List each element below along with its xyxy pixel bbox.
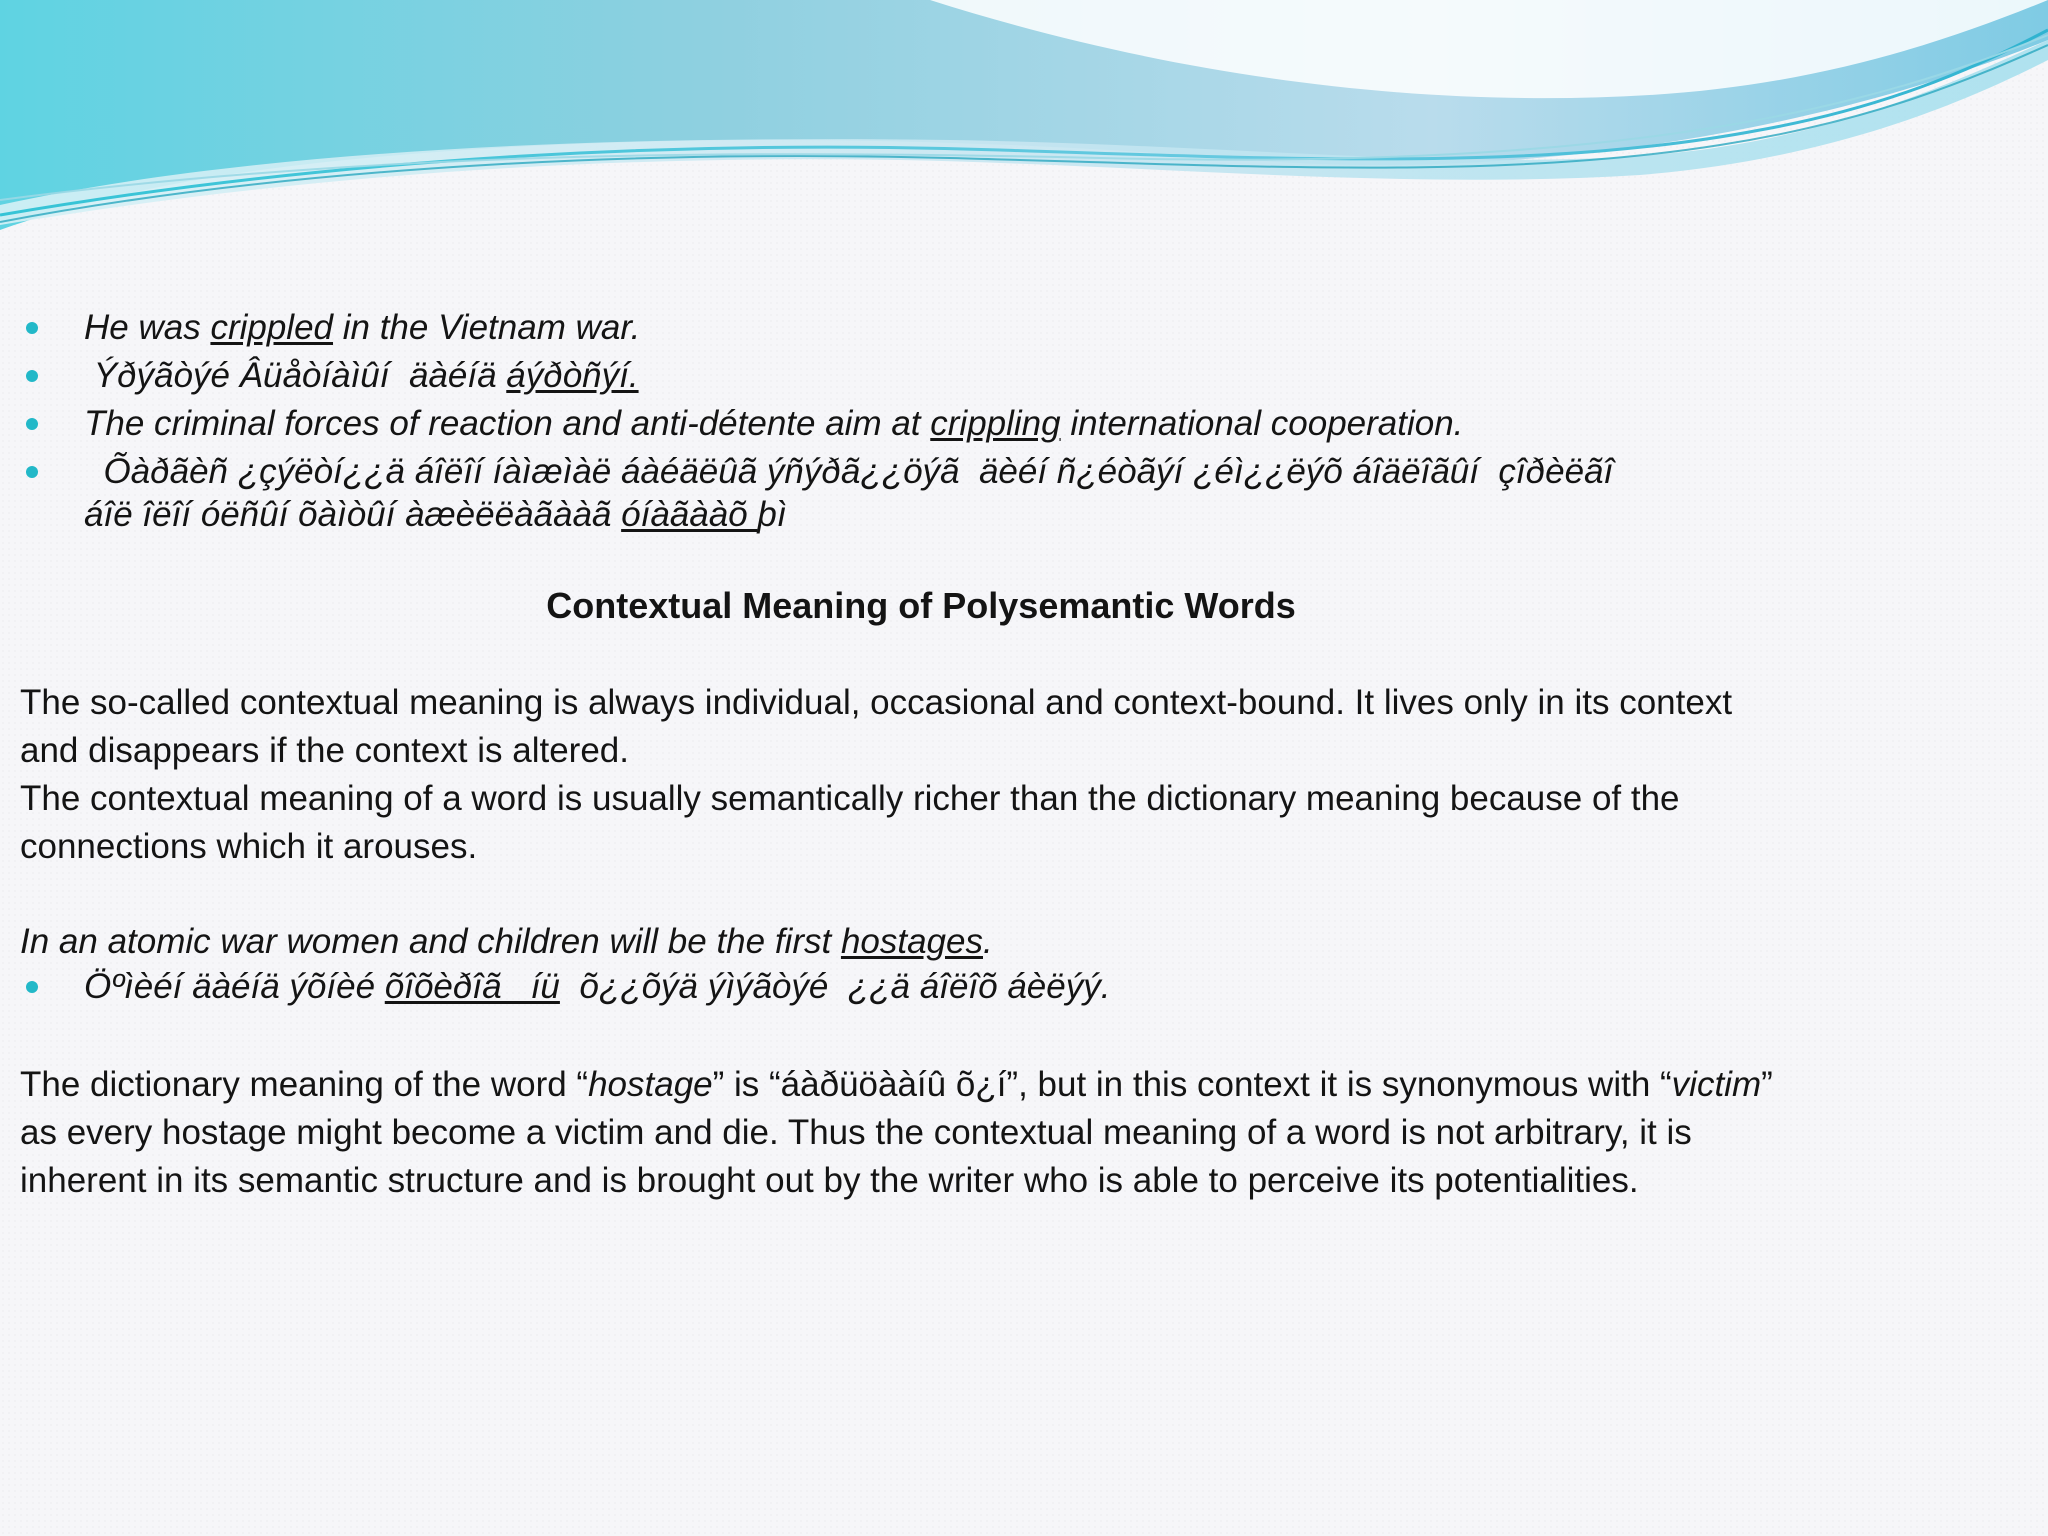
bullet-dot bbox=[26, 981, 38, 993]
bullet-item-english-2 bbox=[22, 402, 1922, 446]
bullet-item-translation-2 bbox=[22, 450, 1922, 536]
bullet-text-after: þì bbox=[757, 495, 787, 534]
paragraph-contextual-richness: The contextual meaning of a word is usually semantically richer than the dictionary meaning because of the connections which it arouses. bbox=[20, 779, 1680, 866]
header-wave-decoration bbox=[0, 0, 2048, 240]
underlined-word: hostages bbox=[840, 922, 983, 961]
bullet-item-translation-3 bbox=[22, 965, 1922, 1009]
underlined-word: óíàãààõ bbox=[621, 495, 758, 534]
bullet-text-after: international cooperation. bbox=[1060, 404, 1464, 443]
italic-word-hostage: hostage bbox=[588, 1065, 713, 1104]
bullet-text-before: Ýðýãòýé Âüåòíàìûí äàéíä bbox=[84, 356, 507, 395]
paragraph-part: The dictionary meaning of the word “ bbox=[20, 1065, 589, 1104]
bullet-dot bbox=[26, 370, 38, 382]
bullet-item-english-1 bbox=[22, 306, 1922, 350]
underlined-word: crippling bbox=[930, 404, 1061, 443]
bullet-text-before: The criminal forces of reaction and anti-détente aim at bbox=[84, 404, 931, 443]
italic-word-victim: victim bbox=[1671, 1065, 1762, 1104]
bullet-text-after: õ¿¿õýä ýìýãòýé ¿¿ä áîëîõ áèëýý. bbox=[559, 967, 1111, 1006]
bullet-item-translation-1 bbox=[22, 354, 1922, 398]
paragraph-part: ” is “áàðüöààíû õ¿í”, but in this context it is synonymous with “ bbox=[712, 1065, 1672, 1104]
underlined-word: crippled bbox=[210, 308, 334, 347]
bullet-text-line1: Õàðãèñ ¿çýëòí¿¿ä áîëîí íàìæìàë áàéäëûã ýñýðã¿¿öýã äèéí ñ¿éòãýí ¿éì¿¿ëýõ áîäëîãûí çîðèëãî bbox=[84, 452, 1614, 491]
bullet-dot bbox=[26, 466, 38, 478]
bullet-dot bbox=[26, 418, 38, 430]
bullet-dot bbox=[26, 322, 38, 334]
translation-bullet-list bbox=[22, 965, 1922, 1009]
section-heading: Contextual Meaning of Polysemantic Words bbox=[546, 585, 1296, 626]
bullet-text-before: áîë îëîí óëñûí õàìòûí àæèëëàãààã bbox=[84, 495, 622, 534]
bullet-text-before: Öºìèéí äàéíä ýõíèé bbox=[84, 967, 385, 1006]
paragraph-contextual-definition: The so-called contextual meaning is always individual, occasional and context-bound. It lives only in its context and disappears if the context is altered. bbox=[20, 683, 1733, 770]
example-text-after: . bbox=[983, 922, 993, 961]
underlined-word: õîõèðîã íü bbox=[384, 967, 560, 1006]
example-bullet-list bbox=[22, 306, 1922, 540]
example-sentence bbox=[20, 918, 1780, 966]
paragraph-dictionary-vs-contextual bbox=[20, 1061, 1780, 1205]
paragraph-part: ” as every hostage might become a victim and die. Thus the contextual meaning of a word is not arbitrary, it is inherent in its semantic structure and is brought out by the writer who is able to perceive its potentialities. bbox=[20, 1065, 1773, 1200]
underlined-word: áýðòñýí. bbox=[506, 356, 639, 395]
bullet-text-after: in the Vietnam war. bbox=[333, 308, 641, 347]
example-text-before: In an atomic war women and children will be the first bbox=[20, 922, 841, 961]
bullet-text-before: He was bbox=[84, 308, 211, 347]
